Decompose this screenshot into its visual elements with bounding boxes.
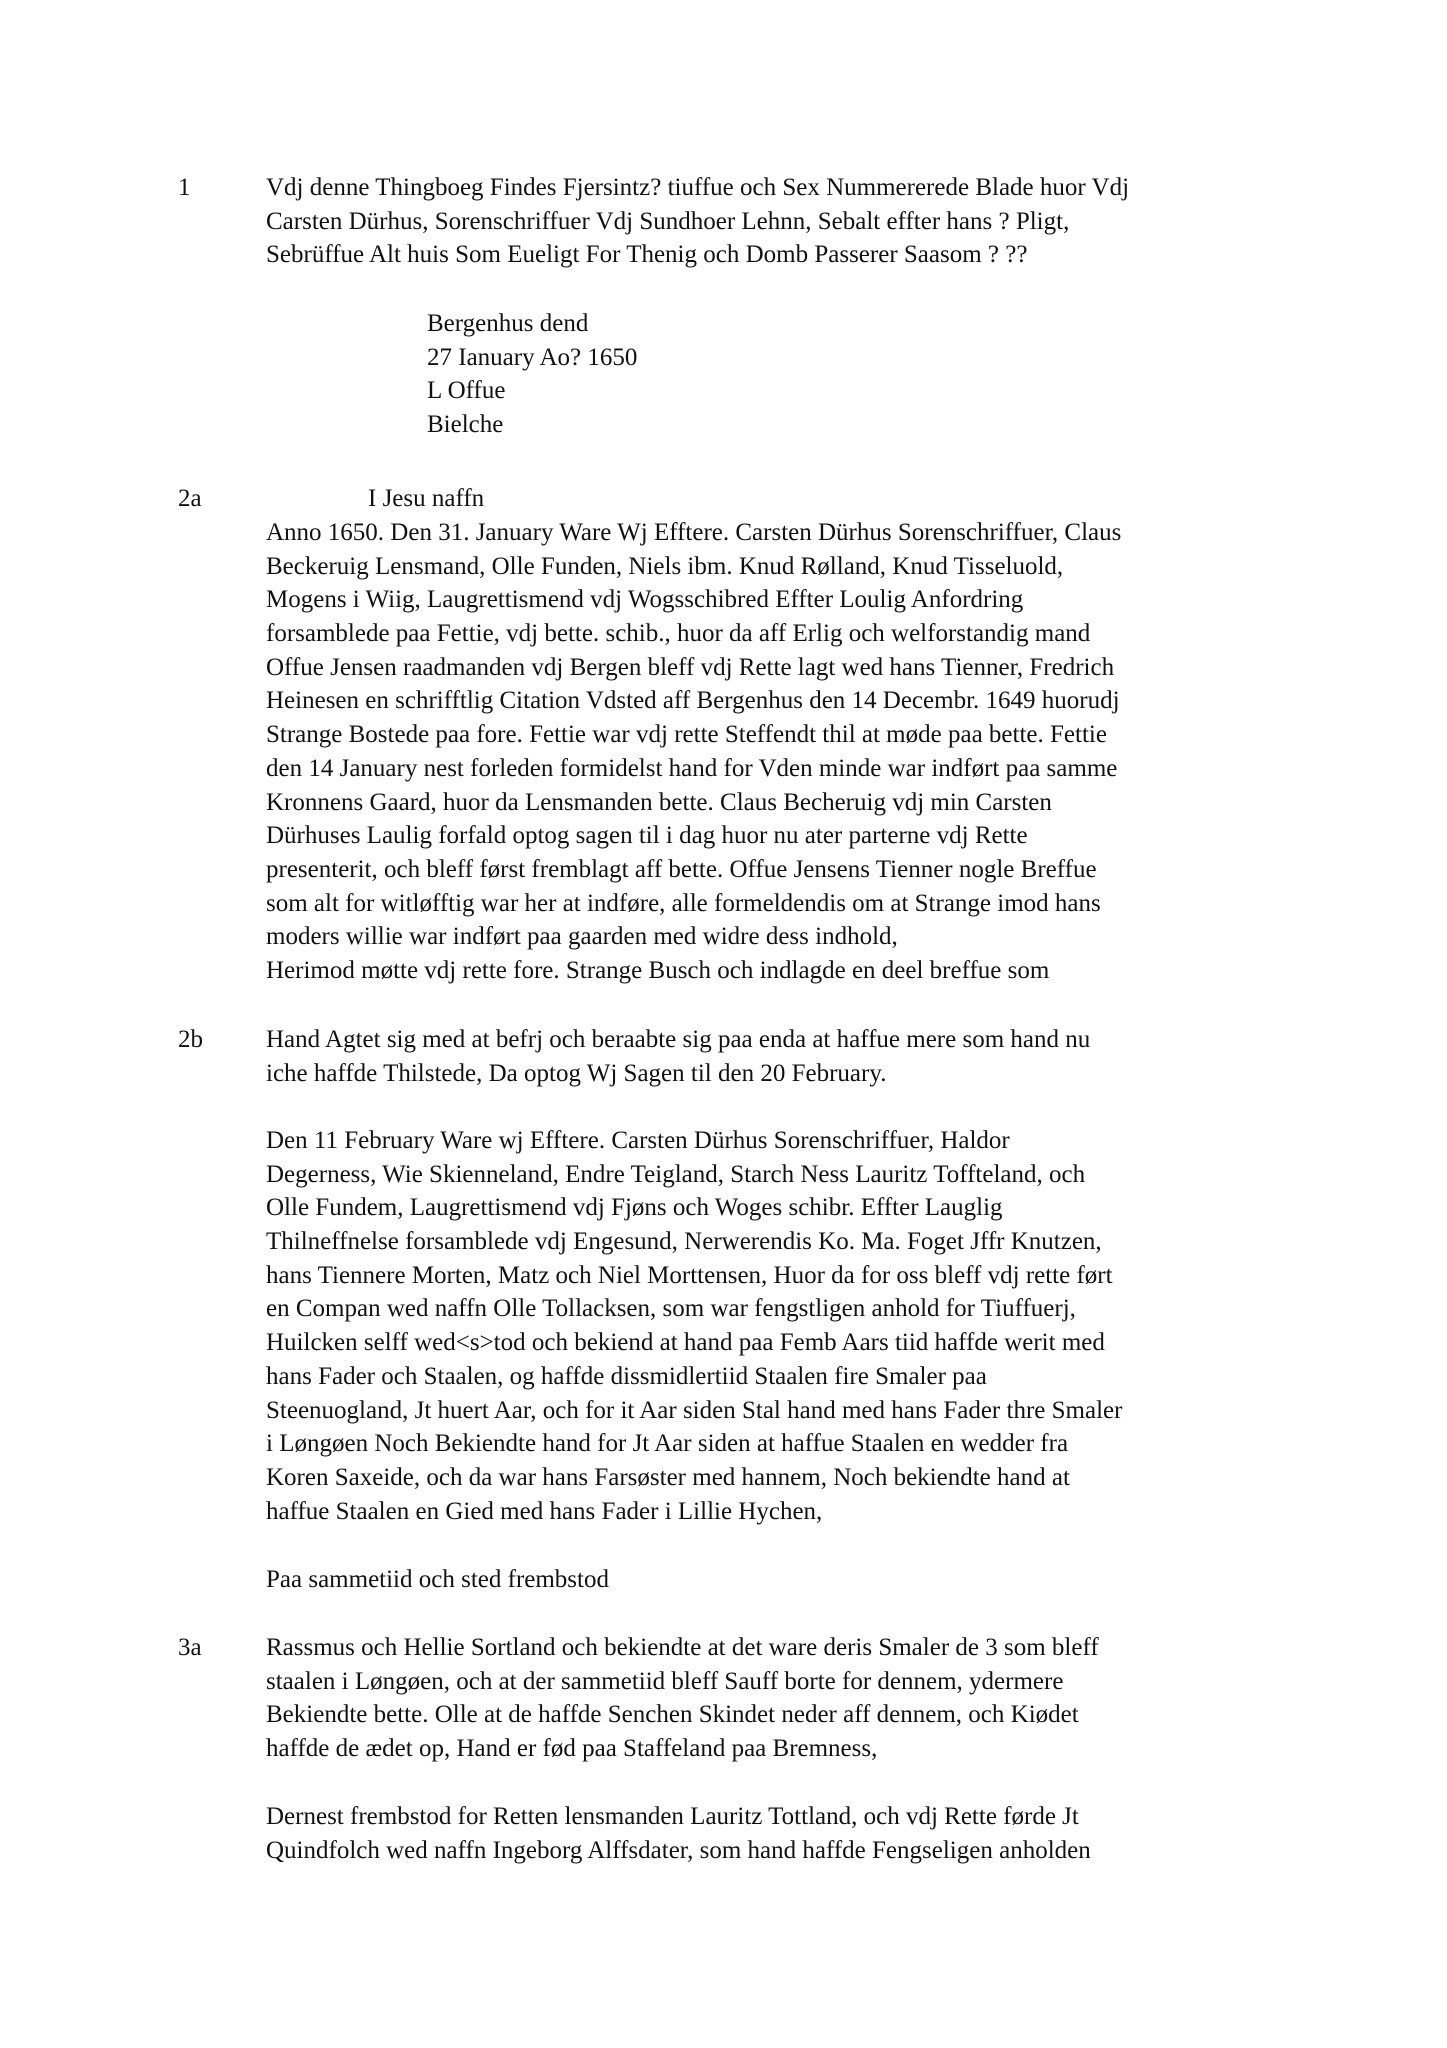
text-line: Koren Saxeide, och da war hans Farsøster med hannem, Noch bekiendte hand at <box>266 1463 1070 1491</box>
text-line: Steenuogland, Jt huert Aar, och for it Aar siden Stal hand med hans Fader thre Smaler <box>266 1396 1123 1424</box>
text-line: presenterit, och bleff først fremblagt aff bette. Offue Jensens Tienner nogle Breffue <box>266 855 1097 883</box>
text-line: som alt for witløfftig war her at indføre, alle formeldendis om at Strange imod hans <box>266 889 1101 917</box>
signature-line: L Offue <box>427 377 506 405</box>
section-2b-paragraph-3 <box>266 1563 609 1597</box>
section-heading: I Jesu naffn <box>368 485 485 512</box>
text-line: Dürhuses Laulig forfald optog sagen til i dag huor nu ater parterne vdj Rette <box>266 822 1028 850</box>
text-line: Dernest frembstod for Retten lensmanden Lauritz Tottland, och vdj Rette førde Jt <box>266 1803 1079 1830</box>
section-marker-2b: 2b <box>178 1026 203 1053</box>
section-1-text <box>266 171 1129 272</box>
text-line: Hand Agtet sig med at befrj och beraabte sig paa enda at haffue mere som hand nu <box>266 1026 1091 1053</box>
section-marker-2a: 2a <box>178 485 202 512</box>
text-line: Offue Jensen raadmanden vdj Bergen bleff vdj Rette lagt wed hans Tienner, Fredrich <box>266 653 1115 681</box>
text-line: hans Fader och Staalen, og haffde dissmidlertiid Staalen fire Smaler paa <box>266 1362 987 1390</box>
signature-line: Bergenhus dend <box>427 310 589 337</box>
text-line: Bekiendte bette. Olle at de haffde Senchen Skindet neder aff dennem, och Kiødet <box>266 1701 1079 1729</box>
section-2a-text <box>266 516 1121 988</box>
text-line: Sebrüffue Alt huis Som Eueligt For Thenig och Domb Passerer Saasom ? ?? <box>266 241 1028 269</box>
text-line: hans Tiennere Morten, Matz och Niel Morttensen, Huor da for oss bleff vdj rette ført <box>266 1261 1113 1289</box>
text-line: haffde de ædet op, Hand er fød paa Staffeland paa Bremness, <box>266 1735 878 1763</box>
text-line: Rassmus och Hellie Sortland och bekiendte at det ware deris Smaler de 3 som bleff <box>266 1634 1099 1661</box>
text-line: Carsten Dürhus, Sorenschriffuer Vdj Sundhoer Lehnn, Sebalt effter hans ? Pligt, <box>266 207 1070 235</box>
text-line: Quindfolch wed naffn Ingeborg Alffsdater, som hand haffde Fengseligen anholden <box>266 1836 1091 1864</box>
text-line: en Compan wed naffn Olle Tollacksen, som war fengstligen anhold for Tiuffuerj, <box>266 1295 1076 1323</box>
text-line: Mogens i Wiig, Laugrettismend vdj Wogsschibred Effter Loulig Anfordring <box>266 586 1024 614</box>
section-2b-text <box>266 1023 1090 1090</box>
text-line: Paa sammetiid och sted frembstod <box>266 1566 609 1593</box>
text-line: Strange Bostede paa fore. Fettie war vdj rette Steffendt thil at møde paa bette. Fettie <box>266 721 1107 749</box>
section-2b-paragraph-2 <box>266 1124 1122 1528</box>
text-line: staalen i Løngøen, och at der sammetiid bleff Sauff borte for dennem, ydermere <box>266 1667 1064 1695</box>
text-line: Olle Fundem, Laugrettismend vdj Fjøns och Woges schibr. Effter Lauglig <box>266 1194 1003 1222</box>
text-line: Heinesen en schrifftlig Citation Vdsted aff Bergenhus den 14 Decembr. 1649 huorudj <box>266 687 1120 715</box>
text-line: i Løngøen Noch Bekiendte hand for Jt Aar siden at haffue Staalen en wedder fra <box>266 1430 1069 1458</box>
text-line: Den 11 February Ware wj Efftere. Carsten Dürhus Sorenschriffuer, Haldor <box>266 1127 1010 1154</box>
text-line: Thilneffnelse forsamblede vdj Engesund, Nerwerendis Ko. Ma. Foget Jffr Knutzen, <box>266 1228 1102 1256</box>
signature-line: Bielche <box>427 411 504 439</box>
text-line: haffue Staalen en Gied med hans Fader i Lillie Hychen, <box>266 1497 823 1525</box>
text-line: Kronnens Gaard, huor da Lensmanden bette. Claus Becheruig vdj min Carsten <box>266 788 1052 816</box>
signature-block <box>427 307 637 442</box>
section-3a-text <box>266 1631 1099 1766</box>
section-marker-3a: 3a <box>178 1634 202 1661</box>
text-line: den 14 January nest forleden formidelst hand for Vden minde war indført paa samme <box>266 754 1118 782</box>
section-marker-1: 1 <box>178 174 191 201</box>
text-line: Herimod møtte vdj rette fore. Strange Busch och indlagde en deel breffue som <box>266 956 1050 984</box>
text-line: Vdj denne Thingboeg Findes Fjersintz? tiuffue och Sex Nummererede Blade huor Vdj <box>266 174 1130 201</box>
text-line: Degerness, Wie Skienneland, Endre Teigland, Starch Ness Lauritz Toffteland, och <box>266 1160 1086 1188</box>
text-line: Huilcken selff wed<s>tod och bekiend at hand paa Femb Aars tiid haffde werit med <box>266 1329 1105 1357</box>
text-line: moders willie war indført paa gaarden med widre dess indhold, <box>266 923 898 951</box>
text-line: forsamblede paa Fettie, vdj bette. schib., huor da aff Erlig och welforstandig mand <box>266 620 1091 648</box>
text-line: Beckeruig Lensmand, Olle Funden, Niels ibm. Knud Rølland, Knud Tisseluold, <box>266 552 1064 580</box>
section-3a-paragraph-2 <box>266 1800 1091 1867</box>
text-line: Anno 1650. Den 31. January Ware Wj Efftere. Carsten Dürhus Sorenschriffuer, Claus <box>266 519 1122 546</box>
signature-line: 27 Ianuary Ao? 1650 <box>427 343 638 371</box>
text-line: iche haffde Thilstede, Da optog Wj Sagen til den 20 February. <box>266 1059 887 1087</box>
